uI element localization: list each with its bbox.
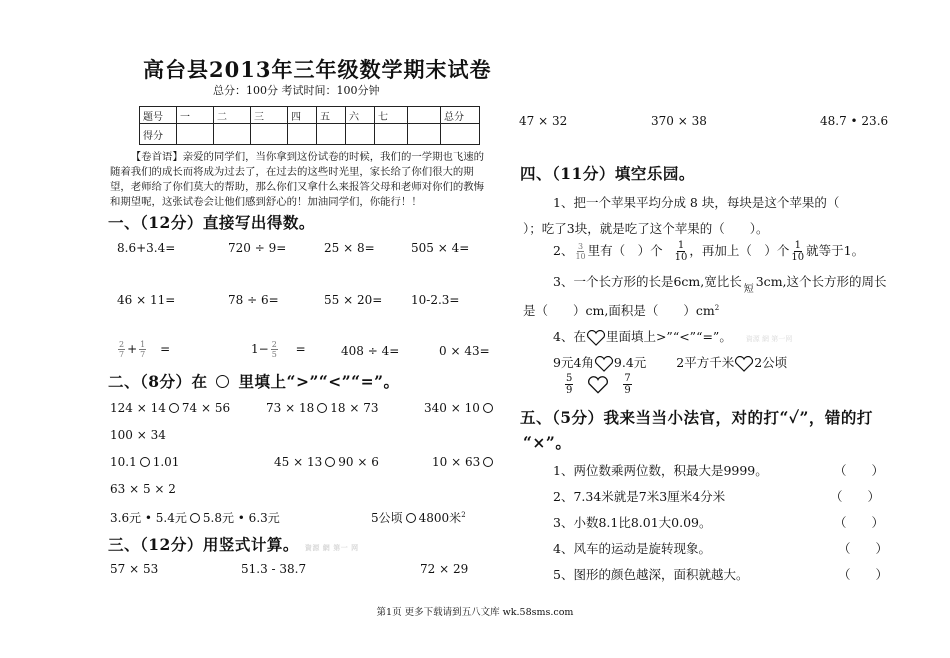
compare-item-cont: 63 × 5 × 2 <box>110 482 176 496</box>
calc-item: 46 × 11= <box>117 293 176 307</box>
fraction: $\frac{5}{9}$ <box>566 373 573 396</box>
compare-circle[interactable] <box>406 513 416 523</box>
compare-circle[interactable] <box>325 457 335 467</box>
compare-circle[interactable] <box>190 513 200 523</box>
score-input-cell[interactable] <box>177 124 214 145</box>
score-cell: 题号 <box>140 107 177 124</box>
fraction-calc-item: 1− $\frac{2}{5}$ = <box>251 340 306 359</box>
compare-circle[interactable] <box>140 457 150 467</box>
score-cell: 二 <box>214 107 251 124</box>
calc-item: 55 × 20= <box>324 293 383 307</box>
intro-paragraph: 【卷首语】亲爱的同学们，当你拿到这份试卷的时候，我们的一学期也飞速的随着我们的成长而将成为过去了，在过去的这些时光里，家长给了你们很大的期望，老师给了你们莫大的帮助，那么你们又拿什么来报答父母和老师对你们的教悔和期望呢，这张试卷会让他们感到舒心的！加油同学们，你能行！！ <box>110 151 485 208</box>
vertical-calc-item: 48.7 • 23.6 <box>820 114 889 128</box>
watermark: 資源 網 第一 网 <box>304 543 359 552</box>
calc-item: 25 × 8= <box>324 241 375 255</box>
vertical-calc-item: 72 × 29 <box>420 562 469 576</box>
compare-item: 10.1 1.01 <box>110 455 180 469</box>
score-input-cell[interactable] <box>408 124 441 145</box>
exam-title: 高台县2013年三年级数学期末试卷 <box>143 57 492 82</box>
calc-item: 0 × 43= <box>439 344 490 358</box>
compare-circle[interactable] <box>317 403 327 413</box>
compare-circle[interactable] <box>169 403 179 413</box>
score-cell: 总分 <box>441 107 480 124</box>
fill-question-1: 1、把一个苹果平均分成 8 块，每块是这个苹果的（ <box>553 195 840 210</box>
section4-title: 四、（11分）填空乐园。 <box>520 164 695 183</box>
fill-question-3-cont: 是（ ）cm,面积是（ ）$cm^2$ <box>523 303 720 318</box>
calc-item: 408 ÷ 4= <box>341 344 400 358</box>
score-table-header-row <box>140 107 480 124</box>
judge-item: 1、两位数乘两位数，积最大是9999。 <box>553 463 768 478</box>
heart-icon <box>586 330 606 346</box>
score-cell: 得分 <box>140 124 177 145</box>
heart-blank[interactable] <box>594 356 614 372</box>
judge-item: 3、小数8.1比8.01大0.09。 <box>553 515 712 530</box>
compare-item: 340 × 10 <box>424 401 496 415</box>
compare-item: 45 × 13 90 × 6 <box>274 455 379 469</box>
check-mark-icon: ✓ <box>788 408 800 427</box>
judge-item: 5、图形的颜色越深，面积就越大。 <box>553 567 749 582</box>
section5-title: 五、（5分）我来当当小法官，对的打“✓”，错的打 <box>520 408 873 427</box>
fill-question-3: 3、一个长方形的长是6cm,宽比长$_短$3cm,这个长方形的周长 <box>553 274 887 295</box>
compare-item: 124 × 14 74 × 56 <box>110 401 231 415</box>
fraction: $\frac{1}{7}$ <box>140 340 146 359</box>
fraction: $\frac{1}{10}$ <box>791 240 805 263</box>
section3-title: 三、（12分）用竖式计算。 資源 網 第一 网 <box>108 535 359 554</box>
score-table-score-row <box>140 124 480 145</box>
exam-subtitle: 总分：100分 考试时间：100分钟 <box>213 84 380 97</box>
vertical-calc-item: 370 × 38 <box>651 114 707 128</box>
score-input-cell[interactable] <box>288 124 317 145</box>
judge-paren[interactable]: （ ） <box>838 541 889 556</box>
compare-item: 5公顷 4800米$^2$ <box>371 511 466 525</box>
calc-item: 10-2.3= <box>411 293 460 307</box>
calc-item: 720 ÷ 9= <box>228 241 287 255</box>
calc-item: 8.6+3.4= <box>117 241 176 255</box>
heart-blank[interactable] <box>734 356 754 372</box>
compare-circle[interactable] <box>483 403 493 413</box>
circle-icon <box>216 375 229 388</box>
vertical-calc-item: 51.3 - 38.7 <box>241 562 307 576</box>
calc-item: 505 × 4= <box>411 241 470 255</box>
compare-item-cont: 100 × 34 <box>110 428 166 442</box>
score-input-cell[interactable] <box>346 124 375 145</box>
heart-blank[interactable] <box>587 376 609 394</box>
score-cell: 六 <box>346 107 375 124</box>
score-input-cell[interactable] <box>214 124 251 145</box>
score-cell: 一 <box>177 107 214 124</box>
fraction: $\frac{3}{10}$ <box>575 242 586 261</box>
score-cell: 七 <box>375 107 408 124</box>
fraction: $\frac{2}{5}$ <box>271 340 277 359</box>
compare-circle[interactable] <box>483 457 493 467</box>
vertical-calc-item: 57 × 53 <box>110 562 159 576</box>
judge-paren[interactable]: （ ） <box>838 567 889 582</box>
heart-compare-row <box>563 373 634 396</box>
section5-title-cont: “×”。 <box>523 433 572 452</box>
watermark: 資源 網 第一网 <box>745 335 793 343</box>
score-cell <box>408 107 441 124</box>
score-input-cell[interactable] <box>317 124 346 145</box>
compare-item: 3.6元 • 5.4元 5.8元 • 6.3元 <box>110 511 280 525</box>
fill-question-1-cont: ）；吃了3块，就是吃了这个苹果的（ ）。 <box>523 221 769 236</box>
score-input-cell[interactable] <box>441 124 480 145</box>
score-cell: 三 <box>251 107 288 124</box>
section1-title: 一、（12分）直接写出得数。 <box>108 213 315 232</box>
judge-item: 4、风车的运动是旋转现象。 <box>553 541 711 556</box>
section2-title: 二、（8分）在 里填上“>”“<”“=”。 <box>108 372 400 391</box>
compare-item: 10 × 63 <box>432 455 496 469</box>
fraction: $\frac{7}{9}$ <box>624 373 631 396</box>
fraction: $\frac{1}{10}$ <box>674 240 688 263</box>
judge-paren[interactable]: （ ） <box>830 489 881 504</box>
score-table <box>139 106 480 145</box>
fraction-calc-item: $\frac{2}{7}$ + $\frac{1}{7}$ = <box>119 340 171 359</box>
fill-question-2: 2、 $\frac{3}{10}$ 里有（ ）个 $\frac{1}{10}$ ，再加上（ ）个 $\frac{1}{10}$ 就等于1。 <box>553 240 865 263</box>
judge-paren[interactable]: （ ） <box>834 463 885 478</box>
score-input-cell[interactable] <box>375 124 408 145</box>
judge-item: 2、7.34米就是7米3厘米4分米 <box>553 489 726 504</box>
judge-paren[interactable]: （ ） <box>834 515 885 530</box>
score-cell: 四 <box>288 107 317 124</box>
page-footer: 第1页 更多下载请到五八文库 wk.58sms.com <box>376 607 574 618</box>
fill-question-4: 4、在 里面填上>”“<”“=”。 資源 網 第一网 <box>553 329 793 344</box>
score-cell: 五 <box>317 107 346 124</box>
compare-item: 73 × 18 18 × 73 <box>266 401 379 415</box>
heart-compare-row: 9元4角 9.4元 2平方千米 2公顷 <box>553 355 788 370</box>
vertical-calc-item: 47 × 32 <box>519 114 568 128</box>
fraction: $\frac{2}{7}$ <box>119 340 125 359</box>
calc-item: 78 ÷ 6= <box>228 293 279 307</box>
score-input-cell[interactable] <box>251 124 288 145</box>
